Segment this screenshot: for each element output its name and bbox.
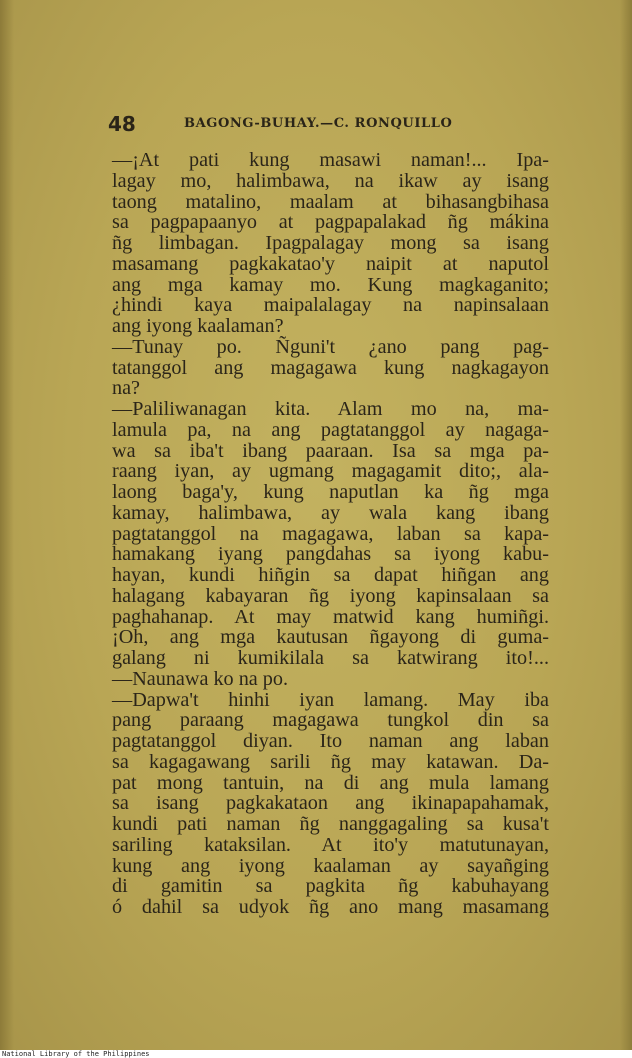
text-line: di gamitin sa pagkita ñg kabuhayang xyxy=(112,875,549,898)
text-line: —Naunawa ko na po. xyxy=(112,667,289,690)
text-line: kung ang iyong kaalaman ay sayañging xyxy=(112,854,549,877)
text-line: ó dahil sa udyok ñg ano mang masamang xyxy=(112,896,549,918)
text-line: sariling kataksilan. At ito'y matutunayan, xyxy=(112,833,549,856)
text-line: wa sa iba't ibang paaraan. Isa sa mga pa- xyxy=(112,439,549,462)
text-line: paghahanap. At may matwid kang humiñgi. xyxy=(112,605,549,628)
library-credit: National Library of the Philippines xyxy=(2,1050,150,1058)
text-line: kamay, halimbawa, ay wala kang ibang xyxy=(112,501,549,524)
text-line: pat mong tantuin, na di ang mula lamang xyxy=(112,771,549,794)
text-line: lagay mo, halimbawa, na ikaw ay isang xyxy=(112,169,549,192)
text-line: —¡At pati kung masawi naman!... Ipa- xyxy=(112,149,549,171)
page-edge-right xyxy=(620,0,632,1050)
text-line: masamang pagkakatao'y naipit at naputol xyxy=(112,252,549,275)
text-line: halagang kabayaran ñg iyong kapinsalaan sa xyxy=(112,584,549,607)
text-line: ñg limbagan. Ipagpalagay mong sa isang xyxy=(112,232,549,254)
text-line: pang paraang magagawa tungkol din sa xyxy=(112,709,549,732)
text-line: ang mga kamay mo. Kung magkaganito; xyxy=(112,273,549,296)
text-line: —Tunay po. Ñguni't ¿ano pang pag- xyxy=(112,335,549,358)
footer xyxy=(0,1050,632,1058)
page-edge-left xyxy=(0,0,14,1050)
text-line: pagtatanggol diyan. Ito naman ang laban xyxy=(112,730,549,752)
text-line: —Dapwa't hinhi iyan lamang. May iba xyxy=(112,688,549,711)
text-line: sa pagpapaanyo at pagpapalakad ñg mákina xyxy=(112,211,549,234)
running-title: BAGONG-BUHAY.—C. RONQUILLO xyxy=(184,116,453,131)
text-line: pagtatanggol na magagawa, laban sa kapa- xyxy=(112,522,549,545)
text-line: kundi pati naman ñg nanggagaling sa kusa't xyxy=(112,813,549,835)
text-line: ang iyong kaalaman? xyxy=(112,315,284,337)
text-line: sa kagagawang sarili ñg may katawan. Da- xyxy=(112,750,549,773)
text-line: hayan, kundi hiñgin sa dapat hiñgan ang xyxy=(112,564,549,586)
text-line: lamula pa, na ang pagtatanggol ay nagaga- xyxy=(112,418,549,441)
text-line: ¡Oh, ang mga kautusan ñgayong di guma- xyxy=(112,626,549,649)
body-text xyxy=(112,150,549,918)
text-line: laong baga'y, kung naputlan ka ñg mga xyxy=(112,481,549,503)
page-number: 48 xyxy=(108,112,136,136)
text-line: raang iyan, ay ugmang magagamit dito;, ala- xyxy=(112,460,549,483)
text-line: hamakang iyang pangdahas sa iyong kabu- xyxy=(112,543,549,566)
text-line: na? xyxy=(112,377,141,400)
text-line: sa isang pagkakataon ang ikinapapahamak, xyxy=(112,792,549,815)
text-line: taong matalino, maalam at bihasangbihasa xyxy=(112,190,549,213)
page-header xyxy=(108,112,488,138)
text-line: ¿hindi kaya maipalalagay na napinsalaan xyxy=(112,294,549,317)
text-line: —Paliliwanagan kita. Alam mo na, ma- xyxy=(112,398,549,420)
text-line: galang ni kumikilala sa katwirang ito!... xyxy=(112,647,549,669)
text-line: tatanggol ang magagawa kung nagkagayon xyxy=(112,356,549,379)
